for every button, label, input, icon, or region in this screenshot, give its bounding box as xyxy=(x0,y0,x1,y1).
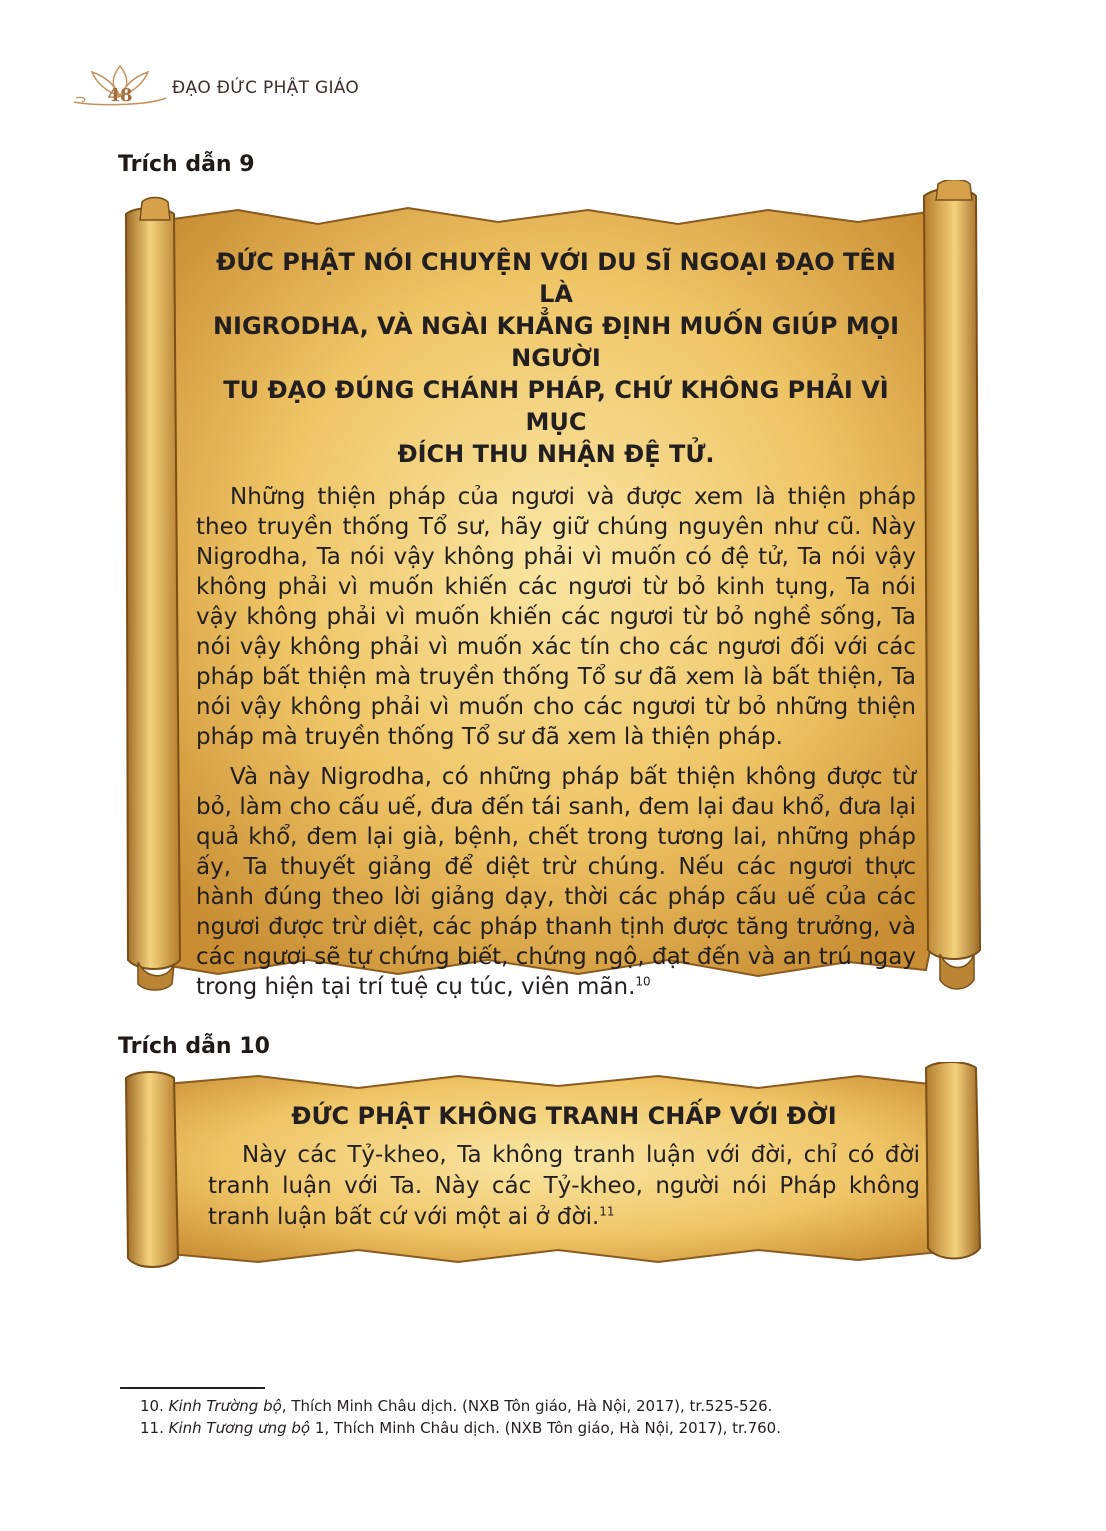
footnote-divider xyxy=(120,1387,265,1389)
footnote-ref-10[interactable]: 10 xyxy=(635,974,651,989)
quote-9-content xyxy=(196,246,916,1002)
quote-9-paragraph-2-text: Và này Nigrodha, có những pháp bất thiện không được từ bỏ, làm cho cấu uế, đưa đến tái sanh, đem lại đau khổ, đưa lại quả khổ, đem lại già, bệnh, chết trong tương lai, những pháp ấy, Ta thuyết giảng để diệt trừ chúng. Nếu các ngươi thực hành đúng theo lời giảng dạy, thời các pháp cấu uế của các ngươi được trừ diệt, các pháp thanh tịnh được tăng trưởng, và các ngươi sẽ tự chứng biết, chứng ngộ, đạt đến và an trú ngay trong hiện tại trí tuệ cụ túc, viên mãn. xyxy=(196,764,916,1000)
footnote-citation: 1, Thích Minh Châu dịch. (NXB Tôn giáo, Hà Nội, 2017), tr.760. xyxy=(310,1419,781,1437)
page-number: 48 xyxy=(107,85,133,106)
quote-9-title-line: ĐÍCH THU NHẬN ĐỆ TỬ. xyxy=(397,440,715,468)
quote-9-title-line: NIGRODHA, VÀ NGÀI KHẲNG ĐỊNH MUỐN GIÚP MỌI NGƯỜI xyxy=(212,312,900,372)
page-header xyxy=(70,62,490,112)
quote-10-content xyxy=(208,1100,920,1233)
quote-9-paragraph-1 xyxy=(196,482,916,752)
footnote-number: 10. xyxy=(140,1397,164,1415)
quote-9-heading: Trích dẫn 9 xyxy=(118,152,255,177)
footnote-citation: , Thích Minh Châu dịch. (NXB Tôn giáo, Hà Nội, 2017), tr.525-526. xyxy=(281,1397,773,1415)
quote-9-title xyxy=(196,246,916,470)
parchment-scroll-quote-10 xyxy=(118,1062,988,1284)
footnote-11 xyxy=(140,1417,1040,1439)
footnote-book-title: Kinh Trường bộ xyxy=(168,1397,282,1415)
quote-9-title-line: ĐỨC PHẬT NÓI CHUYỆN VỚI DU SĨ NGOẠI ĐẠO TÊN LÀ xyxy=(216,248,896,308)
running-title: ĐẠO ĐỨC PHẬT GIÁO xyxy=(172,78,360,98)
footnote-ref-11[interactable]: 11 xyxy=(599,1204,615,1219)
footnotes xyxy=(140,1395,1040,1439)
quote-10-paragraph-1-text: Này các Tỷ-kheo, Ta không tranh luận với đời, chỉ có đời tranh luận với Ta. Này các Tỷ-kheo, người nói Pháp không tranh luận bất cứ với một ai ở đời. xyxy=(208,1142,920,1230)
quote-9-paragraph-2 xyxy=(196,762,916,1002)
parchment-scroll-quote-9 xyxy=(118,180,988,1000)
footnote-book-title: Kinh Tương ưng bộ xyxy=(168,1419,311,1437)
footnote-10 xyxy=(140,1395,1040,1417)
quote-9-title-line: TU ĐẠO ĐÚNG CHÁNH PHÁP, CHỨ KHÔNG PHẢI VÌ MỤC xyxy=(223,376,889,436)
quote-10-paragraph-1 xyxy=(208,1140,920,1233)
footnote-number: 11. xyxy=(140,1419,164,1437)
quote-10-title: ĐỨC PHẬT KHÔNG TRANH CHẤP VỚI ĐỜI xyxy=(291,1102,837,1130)
quote-9-paragraph-1-text: Những thiện pháp của ngươi và được xem là thiện pháp theo truyền thống Tổ sư, hãy giữ chúng nguyên như cũ. Này Nigrodha, Ta nói vậy không phải vì muốn có đệ tử, Ta nói vậy không phải vì muốn khiến các ngươi từ bỏ kinh tụng, Ta nói vậy không phải vì muốn khiến các ngươi từ bỏ nghề sống, Ta nói vậy không phải vì muốn xác tín cho các ngươi đối với các pháp bất thiện mà truyền thống Tổ sư đã xem là bất thiện, Ta nói vậy không phải vì muốn cho các ngươi từ bỏ những thiện pháp mà truyền thống Tổ sư đã xem là thiện pháp. xyxy=(196,484,916,750)
quote-10-heading: Trích dẫn 10 xyxy=(118,1034,270,1059)
